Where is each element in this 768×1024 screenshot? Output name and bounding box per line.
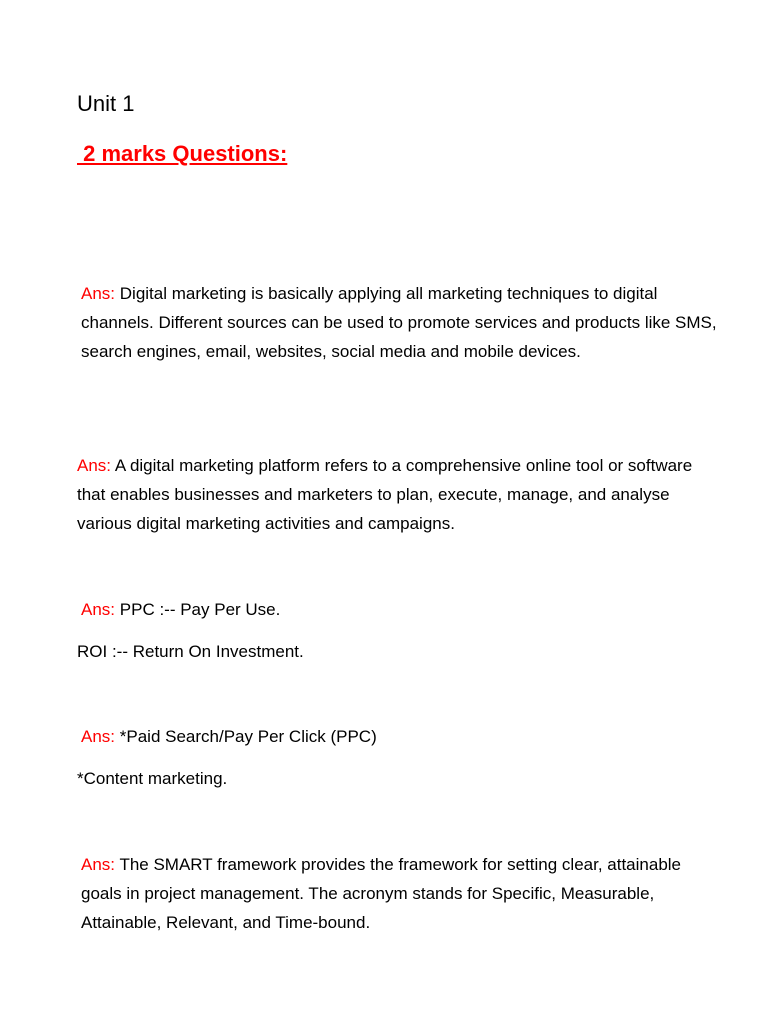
unit-title: Unit 1	[77, 91, 135, 116]
answer-label: Ans:	[81, 284, 116, 303]
answer-text: *Paid Search/Pay Per Click (PPC)	[119, 727, 377, 746]
answer-1	[77, 279, 721, 366]
answer-4	[77, 722, 721, 751]
answer-text: The SMART framework provides the framework for setting clear, attainable goals in project management. The acronym stands for Specific, Measurable, Attainable, Relevant, and Time-bound.	[81, 855, 682, 932]
answer-label: Ans:	[77, 456, 112, 475]
answer-label: Ans:	[81, 727, 116, 746]
answer-4-extra: *Content marketing.	[77, 769, 228, 788]
answer-text: PPC :-- Pay Per Use.	[119, 600, 281, 619]
answer-3	[77, 595, 721, 624]
answer-text: Digital marketing is basically applying all marketing techniques to digital channels. Different sources can be used to promote services and products like SMS, search engines, email, websites, social media and mobile devices.	[81, 284, 717, 361]
answer-label: Ans:	[81, 600, 116, 619]
answer-5	[77, 850, 721, 937]
answer-2	[77, 451, 717, 538]
section-heading: 2 marks Questions:	[77, 141, 288, 166]
answer-label: Ans:	[81, 855, 116, 874]
answer-3-extra: ROI :-- Return On Investment.	[77, 642, 304, 661]
answer-text: A digital marketing platform refers to a comprehensive online tool or software that enables businesses and marketers to plan, execute, manage, and analyse various digital marketing activities and campaigns.	[77, 456, 693, 533]
